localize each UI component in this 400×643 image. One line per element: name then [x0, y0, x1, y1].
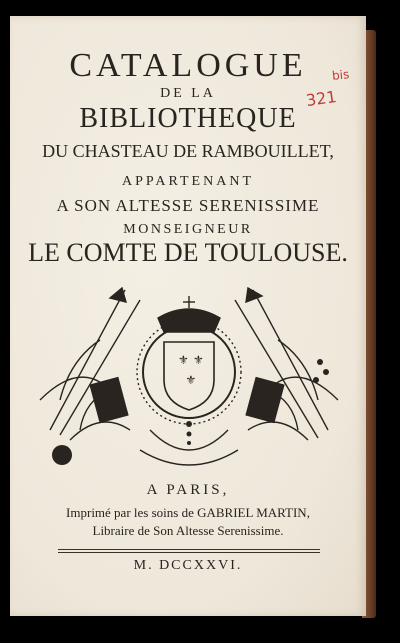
title-bibliotheque: BIBLIOTHEQUE [79, 103, 297, 134]
shelf-number-annotation: 321 [304, 86, 338, 111]
title-monseigneur: MONSEIGNEUR [123, 222, 253, 237]
title-page [10, 16, 366, 616]
imprint-date: M. DCCXXVI. [133, 558, 243, 573]
imprint-libraire: Libraire de Son Altesse Serenissime. [92, 523, 284, 538]
title-chasteau: DU CHASTEAU DE RAMBOUILLET, [42, 141, 334, 161]
svg-text:⚜: ⚜ [185, 373, 197, 387]
double-rule-bottom [58, 552, 320, 553]
imprint-place: A PARIS, [146, 482, 230, 498]
svg-text:⚜: ⚜ [193, 353, 204, 367]
title-catalogue: CATALOGUE [69, 47, 307, 84]
title-de-la: DE LA [160, 86, 216, 101]
title-altesse: A SON ALTESSE SERENISSIME [56, 196, 320, 215]
title-comte: LE COMTE DE TOULOUSE. [28, 238, 348, 267]
imprint-printer: Imprimé par les soins de GABRIEL MARTIN, [66, 505, 310, 520]
royal-coat-of-arms-icon [30, 280, 348, 480]
title-appartenant: APPARTENANT [122, 174, 254, 189]
svg-text:⚜: ⚜ [178, 353, 189, 367]
double-rule-top [58, 549, 320, 550]
bis-annotation: bis [331, 67, 350, 83]
